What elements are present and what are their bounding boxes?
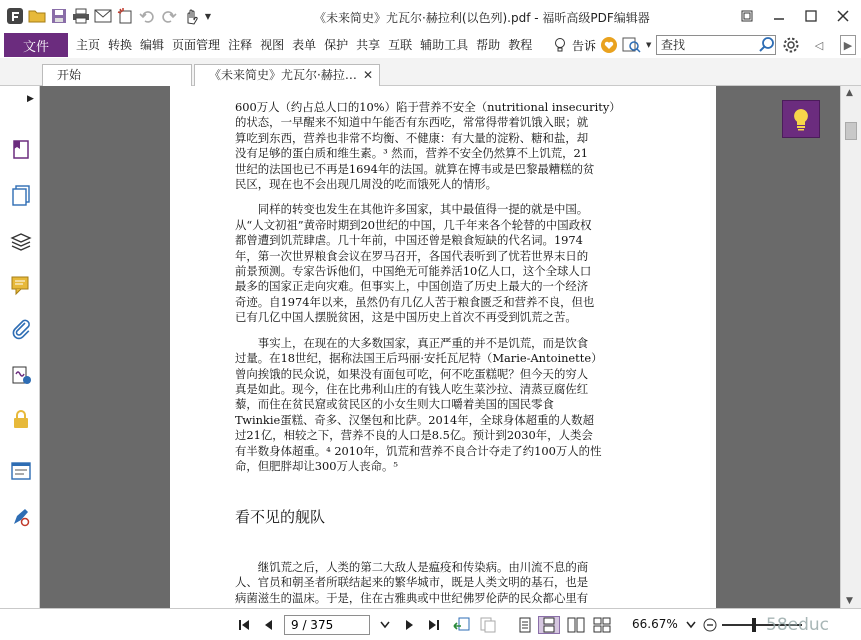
comments-icon[interactable] [10, 274, 32, 296]
quick-access-toolbar [0, 0, 212, 32]
lightbulb-icon[interactable] [552, 37, 568, 53]
text-line: 真是如此。现今，住在比弗利山庄的有钱人吃生菜沙拉、清蒸豆腐佐红 [235, 381, 589, 396]
find-dropdown-icon[interactable]: ▼ [646, 41, 652, 49]
paragraph [235, 202, 655, 325]
menu-help[interactable]: 帮助 [476, 38, 501, 52]
heart-icon[interactable] [600, 36, 618, 54]
text-line: 都曾遭到饥荒肆虐。几十年前，中国还曾是粮食短缺的代名词。1974 [235, 233, 583, 248]
gear-icon[interactable] [782, 36, 800, 54]
email-icon[interactable] [94, 7, 112, 25]
text-line: 前景预测。专家告诉他们，中国绝无可能养活10亿人口，这个全球人口 [235, 264, 592, 279]
text-line: 算吃到东西，营养也非常不均衡、不健康：有大量的淀粉、糖和盐，却 [235, 130, 589, 145]
last-page-icon[interactable] [426, 616, 442, 634]
zoom-slider-thumb[interactable] [752, 618, 756, 632]
text-line: 过量。在18世纪，据称法国王后玛丽·安托瓦尼特（Marie-Antoinette） [235, 351, 603, 366]
menu-comment[interactable]: 注释 [228, 38, 253, 52]
page-text-body [235, 100, 655, 608]
pen-tool-icon[interactable] [10, 506, 32, 528]
form-fields-icon[interactable] [10, 460, 32, 482]
section-heading: 看不见的舰队 [235, 508, 326, 527]
save-icon[interactable] [50, 7, 68, 25]
redo-icon[interactable] [160, 7, 178, 25]
tab-document[interactable] [194, 64, 380, 86]
text-line: 病菌滋生的温床。于是，住在古雅典或中世纪佛罗伦萨的民众都心里有 [235, 590, 589, 605]
ribbon-prev-icon[interactable]: ◁ [814, 38, 824, 52]
scroll-down-icon[interactable]: ▼ [846, 596, 853, 606]
search-input[interactable]: 查找 [656, 35, 776, 55]
text-line: 事实上，在现在的大多数国家，真正严重的并不是饥荒，而是饮食 [257, 335, 589, 350]
text-line: 同样的转变也发生在其他许多国家，其中最值得一提的就是中国。 [257, 202, 589, 217]
paragraph [235, 560, 655, 606]
text-line: 已有几亿中国人摆脱贫困，这是中国历史上首次不再受到饥荒之苦。 [235, 310, 577, 325]
menu-connect[interactable]: 互联 [388, 38, 413, 52]
text-line: Twinkie蛋糕、奇多、汉堡包和比萨。2014年，全球身体超重的人数超 [235, 412, 594, 427]
title-bar [0, 0, 861, 32]
minimize-icon[interactable] [769, 6, 789, 26]
text-line: 年，第一次世界粮食会议在罗马召开，各国代表听到了忧若世界末日的 [235, 248, 589, 263]
tab-start[interactable] [42, 64, 192, 86]
text-line: 从“人文初祖”黄帝时期到20世纪的中国，几千年来各个轮替的中国政权 [235, 217, 592, 232]
menu-home[interactable]: 主页 [76, 38, 101, 52]
next-page-icon[interactable] [402, 616, 418, 634]
menu-right-tools [552, 32, 651, 58]
menu-edit[interactable]: 编辑 [140, 38, 165, 52]
sidebar-expand-icon[interactable]: ▶ [27, 94, 34, 104]
restore-icon[interactable] [737, 6, 757, 26]
status-bar [0, 608, 861, 640]
lightbulb-assistant-icon [790, 107, 812, 131]
customize-dropdown-icon[interactable]: ▼ [204, 11, 212, 21]
tab-close-icon[interactable]: ✕ [362, 68, 373, 82]
vertical-scrollbar[interactable] [840, 86, 861, 608]
text-line: 人、官员和朝圣者所联结起来的繁华城市，既是人类文明的基石，也是 [235, 575, 589, 590]
menu-page-manage[interactable]: 页面管理 [172, 38, 221, 52]
layers-icon[interactable] [10, 230, 32, 252]
document-viewer[interactable] [40, 86, 840, 608]
menu-tutorial[interactable]: 教程 [508, 38, 533, 52]
zoom-dropdown-icon[interactable] [684, 616, 698, 634]
tell-me-label[interactable]: 告诉 [572, 38, 597, 53]
text-line: 的状态，一早醒来不知道中午能否有东西吃，常常得带着饥饿入眠；就 [235, 115, 589, 130]
menu-protect[interactable]: 保护 [324, 38, 349, 52]
tab-document-label: 《未来简史》尤瓦尔·赫拉… [209, 68, 357, 82]
open-folder-icon[interactable] [28, 7, 46, 25]
navigation-sidebar [0, 86, 40, 608]
ribbon-tabs [72, 33, 536, 57]
menu-accessibility[interactable]: 辅助工具 [420, 38, 469, 52]
text-line: 最多的国家正走向灾难。但事实上，中国创造了历史上最大的一个经济 [235, 279, 589, 294]
continuous-facing-view-icon[interactable] [592, 616, 612, 634]
app-logo-icon [6, 7, 24, 25]
close-icon[interactable] [833, 6, 853, 26]
watermark-text: 58educ [766, 615, 830, 635]
text-line: 奇迹。自1974年以来，虽然仍有几亿人苦于粮食匮乏和营养不良，但也 [235, 294, 595, 309]
next-view-icon[interactable] [478, 616, 498, 634]
text-line: 命，但肥胖却让300万人丧命。⁵ [235, 458, 398, 473]
document-tab-bar [0, 58, 861, 86]
signature-icon[interactable] [10, 364, 32, 386]
page-dropdown-icon[interactable] [378, 616, 392, 634]
menu-convert[interactable]: 转换 [108, 38, 133, 52]
bookmark-icon[interactable] [10, 138, 32, 160]
tab-start-label: 开始 [57, 68, 82, 82]
menu-form[interactable]: 表单 [292, 38, 317, 52]
ribbon-next-icon[interactable]: ▶ [840, 35, 856, 55]
window-title: 《未来简史》尤瓦尔·赫拉利(以色列).pdf - 福昕高级PDF编辑器 [314, 11, 650, 25]
find-tool-icon[interactable] [622, 36, 642, 54]
pdf-page [170, 86, 716, 608]
text-line: 有半数身体超重。⁴ 2010年，饥荒和营养不良合计夺走了约100万人的性 [235, 443, 602, 458]
lock-icon[interactable] [10, 408, 32, 430]
menu-view[interactable]: 视图 [260, 38, 285, 52]
previous-view-icon[interactable] [452, 616, 472, 634]
menu-bar [0, 32, 861, 58]
single-page-view-icon[interactable] [516, 616, 534, 634]
pages-thumbnail-icon[interactable] [10, 184, 32, 206]
maximize-icon[interactable] [801, 6, 821, 26]
ribbon-nav [812, 35, 856, 55]
window-controls [737, 6, 853, 26]
text-line: 藜，而住在贫民窟或贫民区的小女生则大口嚼着美国的国民零食 [235, 397, 554, 412]
text-line: 世纪的法国也已不再是1694年的法国。就算在博韦或是巴黎最糟糕的贫 [235, 161, 595, 176]
file-menu-button[interactable]: 文件 [4, 33, 68, 57]
text-line: 没有足够的蛋白质和维生素。³ 然而，营养不安全仍然算不上饥荒，21 [235, 146, 589, 161]
undo-icon[interactable] [138, 7, 156, 25]
smart-assistant-button[interactable] [782, 100, 820, 138]
menu-share[interactable]: 共享 [356, 38, 381, 52]
text-line: 继饥荒之后，人类的第二大敌人是瘟疫和传染病。由川流不息的商 [257, 559, 589, 574]
first-page-icon[interactable] [236, 616, 252, 634]
zoom-level[interactable]: 66.67% [632, 617, 678, 631]
text-line: 600万人（约占总人口的10%）陷于营养不安全（nutritional insecurity） [235, 100, 621, 114]
attachment-icon[interactable] [10, 318, 32, 340]
hand-tool-icon[interactable] [182, 7, 200, 25]
previous-page-icon[interactable] [260, 616, 276, 634]
paragraph [235, 100, 655, 192]
paragraph [235, 336, 655, 475]
facing-view-icon[interactable] [566, 616, 586, 634]
scroll-thumb[interactable] [845, 122, 857, 140]
zoom-out-icon[interactable] [702, 616, 718, 634]
text-line: 过21亿，相较之下，营养不良的人口是8.5亿。预计到2030年，人类会 [235, 428, 593, 443]
text-line: 曾向挨饿的民众说，如果没有面包可吃，何不吃蛋糕呢？但今天的穷人 [235, 366, 589, 381]
print-icon[interactable] [72, 7, 90, 25]
new-document-icon[interactable] [116, 7, 134, 25]
search-icon[interactable] [758, 36, 776, 54]
continuous-view-icon[interactable] [538, 616, 560, 634]
text-line: 民区，现在也不会出现几周没的吃而饿死人的情形。 [235, 177, 497, 192]
scroll-up-icon[interactable]: ▲ [846, 88, 853, 98]
page-number-input[interactable]: 9 / 375 [284, 615, 370, 635]
